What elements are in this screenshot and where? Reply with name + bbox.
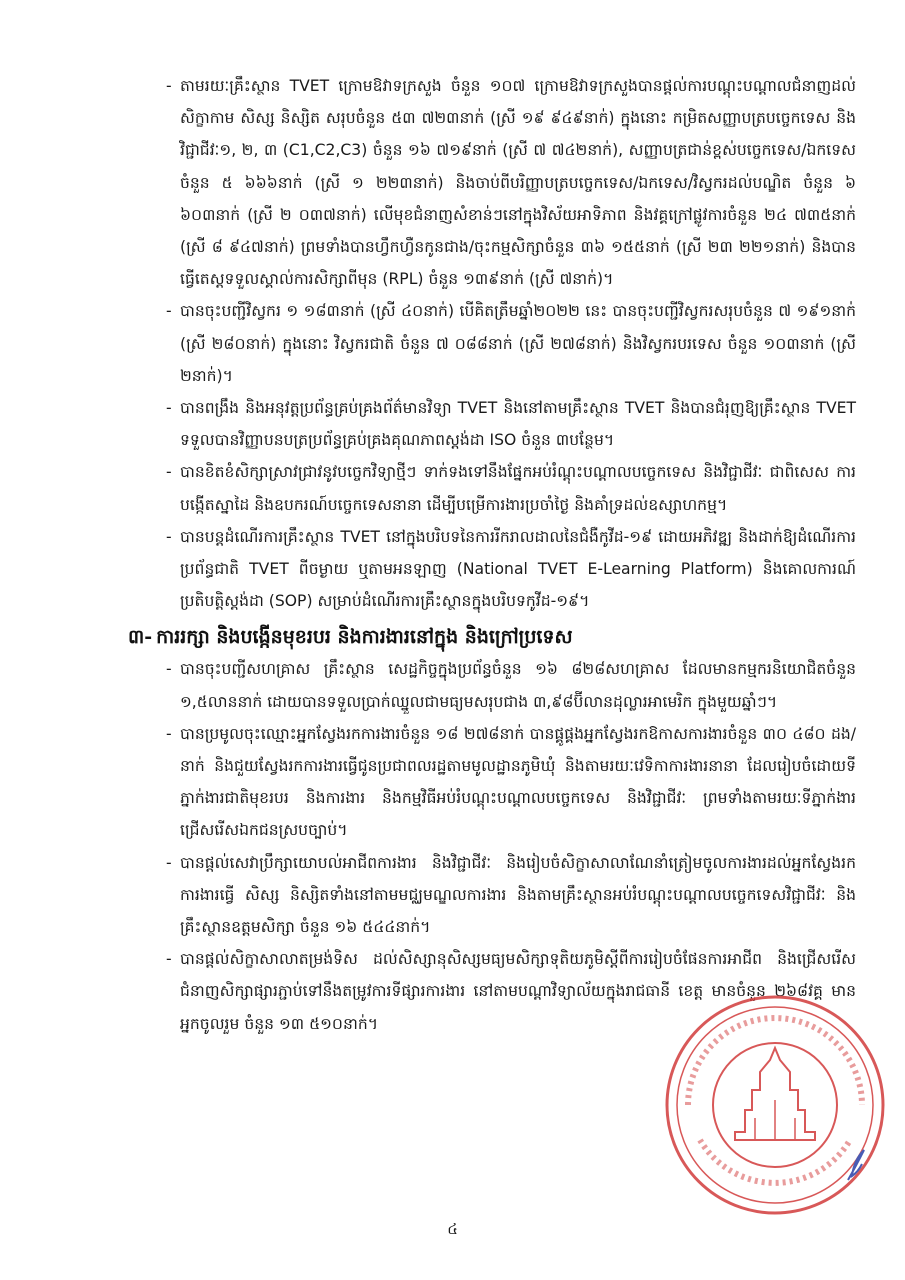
list-item	[166, 456, 856, 520]
bullet-dash: -	[166, 950, 172, 969]
paragraph-text: បានចុះបញ្ជីសហគ្រាស គ្រឹះស្ថាន សេដ្ឋកិច្ចក្នុងប្រព័ន្ធចំនួន ១៦ ៨២៨សហគ្រាស ដែលមានកម្មករនិយោជិតចំនួន ១,៥លាននាក់ ដោយបានទទួលប្រាក់ឈ្នួលជាមធ្យមសរុបជាង ៣,៩៨ប៊ីលានដុល្លារអាមេរិក ក្នុងមួយឆ្នាំៗ។	[180, 660, 856, 711]
bullet-dash: -	[166, 724, 172, 743]
paragraph-text: បានបន្តដំណើរការគ្រឹះស្ថាន TVET នៅក្នុងបរិបទនៃការរីករាលដាលនៃជំងឺកូវីដ-១៩ ដោយអភិវឌ្ឍ និងដាក់ឱ្យដំណើរការប្រព័ន្ធជាតិ TVET ពីចម្ងាយ ឬតាមអនឡាញ (National TVET E-Learning Platform) និងគោលការណ៍ប្រតិបត្តិស្តង់ដា (SOP) សម្រាប់ដំណើរការគ្រឹះស្ថានក្នុងបរិបទកូវីដ-១៩។	[180, 527, 856, 611]
bullet-dash: -	[166, 660, 172, 679]
list-item	[166, 521, 856, 618]
list-item	[166, 392, 856, 456]
bullet-dash: -	[166, 399, 172, 418]
bullet-dash: -	[166, 853, 172, 872]
bullet-dash: -	[166, 77, 172, 95]
list-item	[166, 718, 856, 847]
section-heading	[128, 621, 856, 653]
paragraph-text: បានពង្រឹង និងអនុវត្តប្រព័ន្ធគ្រប់គ្រងព័ត៌មានវិទ្យា TVET និងនៅតាមគ្រឹះស្ថាន TVET និងបានជំរុញឱ្យគ្រឹះស្ថាន TVET ទទួលបានវិញ្ញាបនបត្រប្រព័ន្ធគ្រប់គ្រងគុណភាពស្តង់ដា ISO ចំនួន ៣បន្ថែម។	[180, 399, 856, 450]
paragraph-text: បានប្រមូលចុះឈ្មោះអ្នកស្វែងរកការងារចំនួន ១៨ ២៧៨នាក់ បានផ្គូផ្គងអ្នកស្វែងរកឱកាសការងារចំនួន ៣០ ៤៨០ ដង/នាក់ និងជួយស្វែងរកការងារធ្វើជូនប្រជាពលរដ្ឋតាមមូលដ្ឋានភូមិឃុំ និងតាមរយៈវេទិកាការងារនានា ដែលរៀបចំដោយទីភ្នាក់ងារជាតិមុខរបរ និងការងារ និងកម្មវិធីអប់រំបណ្តុះបណ្តាលបច្ចេកទេស និងវិជ្ជាជីវៈ ព្រមទាំងតាមរយៈទីភ្នាក់ងារជ្រើសរើសឯកជនស្របច្បាប់។	[180, 724, 856, 840]
paragraph-text: តាមរយៈគ្រឹះស្ថាន TVET ក្រោមឱវាទក្រសួង ចំនួន ១០៧ ក្រោមឱវាទក្រសួងបានផ្តល់ការបណ្តុះបណ្តាលជំនាញដល់សិក្ខាកាម សិស្ស និស្សិត សរុបចំនួន ៥៣ ៧២៣នាក់ (ស្រី ១៩ ៩៤៩នាក់) ក្នុងនោះ កម្រិតសញ្ញាបត្របច្ចេកទេស និងវិជ្ជាជីវៈ១, ២, ៣ (C1,C2,C3) ចំនួន ១៦ ៧១៩នាក់ (ស្រី ៧ ៧៤២នាក់), សញ្ញាបត្រជាន់ខ្ពស់បច្ចេកទេស/ឯកទេស ចំនួន ៥ ៦៦៦នាក់ (ស្រី ១ ២២៣នាក់) និងចាប់ពីបរិញ្ញាបត្របច្ចេកទេស/ឯកទេស/វិស្វករដល់បណ្ឌិត ចំនួន ៦ ៦០៣នាក់ (ស្រី ២ ០៣៧នាក់) លើមុខជំនាញសំខាន់ៗនៅក្នុងវិស័យអាទិភាព និងវគ្គក្រៅផ្លូវការចំនួន ២៤ ៧៣៥នាក់ (ស្រី ៨ ៩៤៧នាក់) ព្រមទាំងបានហ្វឹកហ្វឺនកូនជាង/ចុះកម្មសិក្សាចំនួន ៣៦ ១៥៥នាក់ (ស្រី ២៣ ២២១នាក់) និងបានធ្វើតេស្តទទួលស្គាល់ការសិក្សាពីមុន (RPL) ចំនួន ១៣៩នាក់ (ស្រី ៧នាក់)។	[180, 77, 856, 289]
paragraph-text: បានផ្តល់សេវាប្រឹក្សាយោបល់អាជីពការងារ និងវិជ្ជាជីវៈ និងរៀបចំសិក្ខាសាលាណែនាំត្រៀមចូលការងារដល់អ្នកស្វែងរកការងារធ្វើ សិស្ស និស្សិតទាំងនៅតាមមជ្ឈមណ្ឌលការងារ និងតាមគ្រឹះស្ថានអប់រំបណ្តុះបណ្តាលបច្ចេកទេសវិជ្ជាជីវៈ និងគ្រឹះស្ថានឧត្តមសិក្សា ចំនួន ១៦ ៥៤៤នាក់។	[180, 853, 856, 937]
list-item	[166, 70, 856, 295]
bullet-dash: -	[166, 527, 172, 546]
bullet-dash: -	[166, 302, 172, 321]
paragraph-text: បានផ្តល់សិក្ខាសាលាតម្រង់ទិស ដល់សិស្សានុសិស្សមធ្យមសិក្សាទុតិយភូមិស្តីពីការរៀបចំផែនការអាជីព និងជ្រើសរើសជំនាញសិក្សាផ្សារភ្ជាប់ទៅនឹងតម្រូវការទីផ្សារការងារ នៅតាមបណ្តាវិទ្យាល័យក្នុងរាជធានី ខេត្ត មានចំនួន ២៦៨វគ្គ មានអ្នកចូលរួម ចំនួន ១៣ ៥១០នាក់។	[180, 950, 856, 1033]
section-number: ៣-	[128, 626, 153, 649]
list-item	[166, 295, 856, 392]
list-item	[166, 847, 856, 944]
bullet-dash: -	[166, 463, 172, 482]
paragraph-text: បានចុះបញ្ជីវិស្វករ ១ ១៨៣នាក់ (ស្រី ៤០នាក់) បើគិតត្រឹមឆ្នាំ២០២២ នេះ បានចុះបញ្ជីវិស្វករសរុបចំនួន ៧ ១៩១នាក់ (ស្រី ២៨០នាក់) ក្នុងនោះ វិស្វករជាតិ ចំនួន ៧ ០៨៨នាក់ (ស្រី ២៧៨នាក់) និងវិស្វករបរទេស ចំនួន ១០៣នាក់ (ស្រី ២នាក់)។	[180, 302, 856, 385]
page-number: ៤	[447, 1220, 458, 1238]
paragraph-text: បានខិតខំសិក្សាស្រាវជ្រាវនូវបច្ចេកវិទ្យាថ្មីៗ ទាក់ទងទៅនឹងផ្នែកអប់រំណ្តុះបណ្តាលបច្ចេកទេស និងវិជ្ជាជីវៈ ជាពិសេស ការបង្កើតស្នាដៃ និងឧបករណ៍បច្ចេកទេសនានា ដើម្បីបម្រើការងារប្រចាំថ្ងៃ និងគាំទ្រដល់ឧស្សាហកម្ម។	[180, 463, 856, 514]
official-seal-icon	[660, 990, 890, 1220]
section-title: ការរក្សា និងបង្កើនមុខរបរ និងការងារនៅក្នុង និងក្រៅប្រទេស	[156, 626, 573, 649]
list-item	[166, 653, 856, 717]
document-body	[128, 70, 856, 1040]
